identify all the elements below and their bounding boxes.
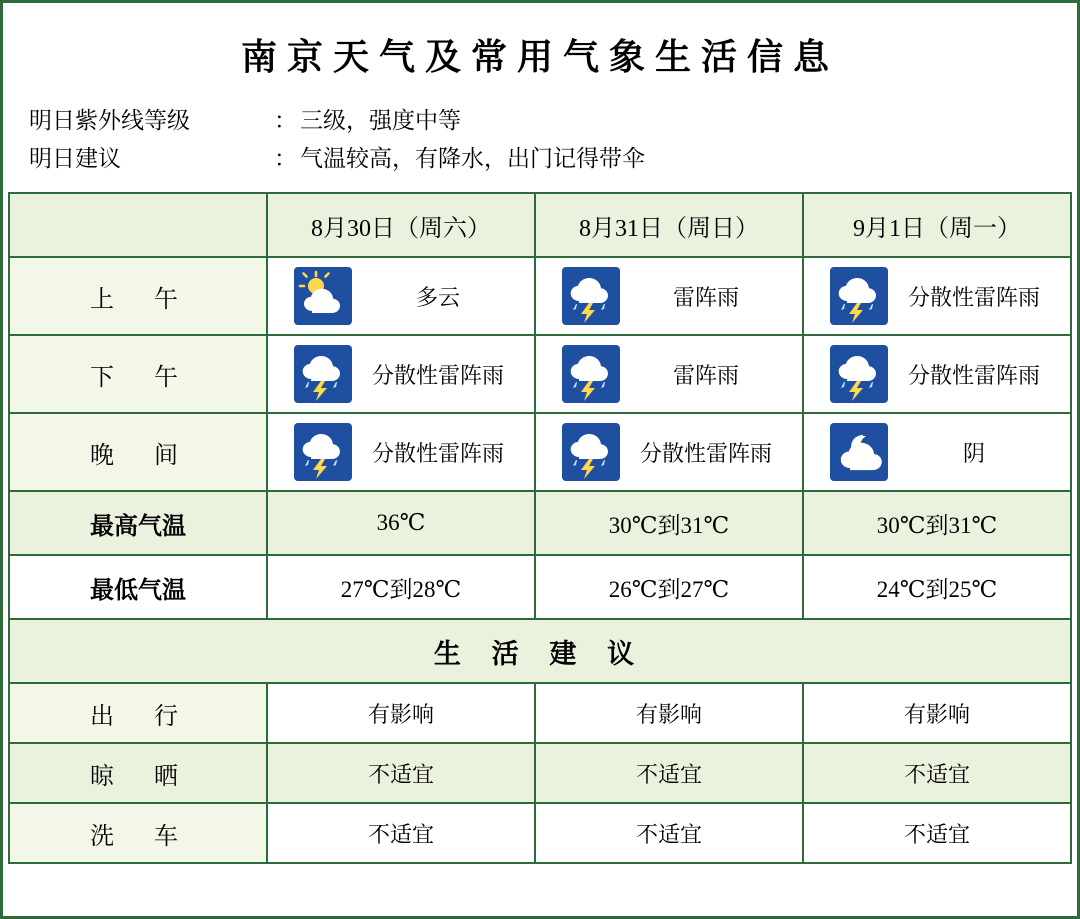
day-header-2: 9月1日（周一） — [803, 193, 1071, 257]
weather-text-night-day1: 分散性雷阵雨 — [639, 440, 772, 466]
partly-cloudy-icon — [294, 267, 352, 325]
weather-cell-afternoon-day1 — [535, 335, 803, 413]
table-row — [9, 491, 1071, 555]
carwash-day2: 不适宜 — [803, 803, 1071, 863]
table-row — [9, 413, 1071, 491]
period-label-night: 晚 间 — [9, 413, 267, 491]
row-label-carwash: 洗 车 — [9, 803, 267, 863]
weather-text-night-day0: 分散性雷阵雨 — [371, 440, 504, 466]
info-label-uv: 明日紫外线等级 — [29, 108, 190, 133]
high-temp-day2: 30℃到31℃ — [803, 491, 1071, 555]
high-temp-day0: 36℃ — [267, 491, 535, 555]
drying-day0: 不适宜 — [267, 743, 535, 803]
table-row — [9, 803, 1071, 863]
drying-day1: 不适宜 — [535, 743, 803, 803]
carwash-day0: 不适宜 — [267, 803, 535, 863]
thunderstorm-icon — [830, 345, 888, 403]
summary-info — [3, 102, 1077, 178]
thunderstorm-icon — [562, 267, 620, 325]
weather-cell-morning-day0 — [267, 257, 535, 335]
high-temp-day1: 30℃到31℃ — [535, 491, 803, 555]
weather-cell-afternoon-day0 — [267, 335, 535, 413]
weather-text-afternoon-day1: 雷阵雨 — [672, 362, 739, 388]
thunderstorm-icon — [562, 423, 620, 481]
row-label-low-temp: 最低气温 — [9, 555, 267, 619]
travel-day0: 有影响 — [267, 683, 535, 743]
thunderstorm-icon — [294, 345, 352, 403]
travel-day1: 有影响 — [535, 683, 803, 743]
thunderstorm-icon — [562, 345, 620, 403]
info-row-uv — [29, 102, 1057, 140]
weather-text-morning-day0: 多云 — [415, 284, 460, 310]
info-value-uv: 三级，强度中等 — [300, 108, 461, 133]
period-label-morning: 上 午 — [9, 257, 267, 335]
info-row-advice — [29, 140, 1057, 178]
weather-text-morning-day1: 雷阵雨 — [672, 284, 739, 310]
weather-text-night-day2: 阴 — [962, 440, 985, 466]
weather-cell-morning-day2 — [803, 257, 1071, 335]
table-row — [9, 555, 1071, 619]
table-row — [9, 743, 1071, 803]
cloudy-night-icon — [830, 423, 888, 481]
table-corner-cell — [9, 193, 267, 257]
period-label-afternoon: 下 午 — [9, 335, 267, 413]
low-temp-day0: 27℃到28℃ — [267, 555, 535, 619]
info-value-advice: 气温较高，有降水，出门记得带伞 — [300, 146, 645, 171]
low-temp-day1: 26℃到27℃ — [535, 555, 803, 619]
table-row — [9, 683, 1071, 743]
day-header-0: 8月30日（周六） — [267, 193, 535, 257]
row-label-drying: 晾 晒 — [9, 743, 267, 803]
section-header-row — [9, 619, 1071, 683]
weather-table — [8, 192, 1072, 864]
weather-cell-afternoon-day2 — [803, 335, 1071, 413]
page-title: 南京天气及常用气象生活信息 — [240, 37, 839, 77]
row-label-travel: 出 行 — [9, 683, 267, 743]
weather-cell-night-day2 — [803, 413, 1071, 491]
weather-cell-morning-day1 — [535, 257, 803, 335]
weather-text-afternoon-day0: 分散性雷阵雨 — [371, 362, 504, 388]
low-temp-day2: 24℃到25℃ — [803, 555, 1071, 619]
table-row — [9, 257, 1071, 335]
carwash-day1: 不适宜 — [535, 803, 803, 863]
table-header-row — [9, 193, 1071, 257]
info-label-advice: 明日建议 — [29, 146, 121, 171]
thunderstorm-icon — [294, 423, 352, 481]
travel-day2: 有影响 — [803, 683, 1071, 743]
weather-cell-night-day0 — [267, 413, 535, 491]
weather-cell-night-day1 — [535, 413, 803, 491]
section-title-life-advice: 生 活 建 议 — [9, 619, 1071, 683]
weather-text-afternoon-day2: 分散性雷阵雨 — [907, 362, 1040, 388]
info-colon-advice: ： — [274, 146, 297, 171]
drying-day2: 不适宜 — [803, 743, 1071, 803]
info-colon-uv: ： — [274, 108, 297, 133]
table-row — [9, 335, 1071, 413]
weather-text-morning-day2: 分散性雷阵雨 — [907, 284, 1040, 310]
day-header-1: 8月31日（周日） — [535, 193, 803, 257]
thunderstorm-icon — [830, 267, 888, 325]
row-label-high-temp: 最高气温 — [9, 491, 267, 555]
